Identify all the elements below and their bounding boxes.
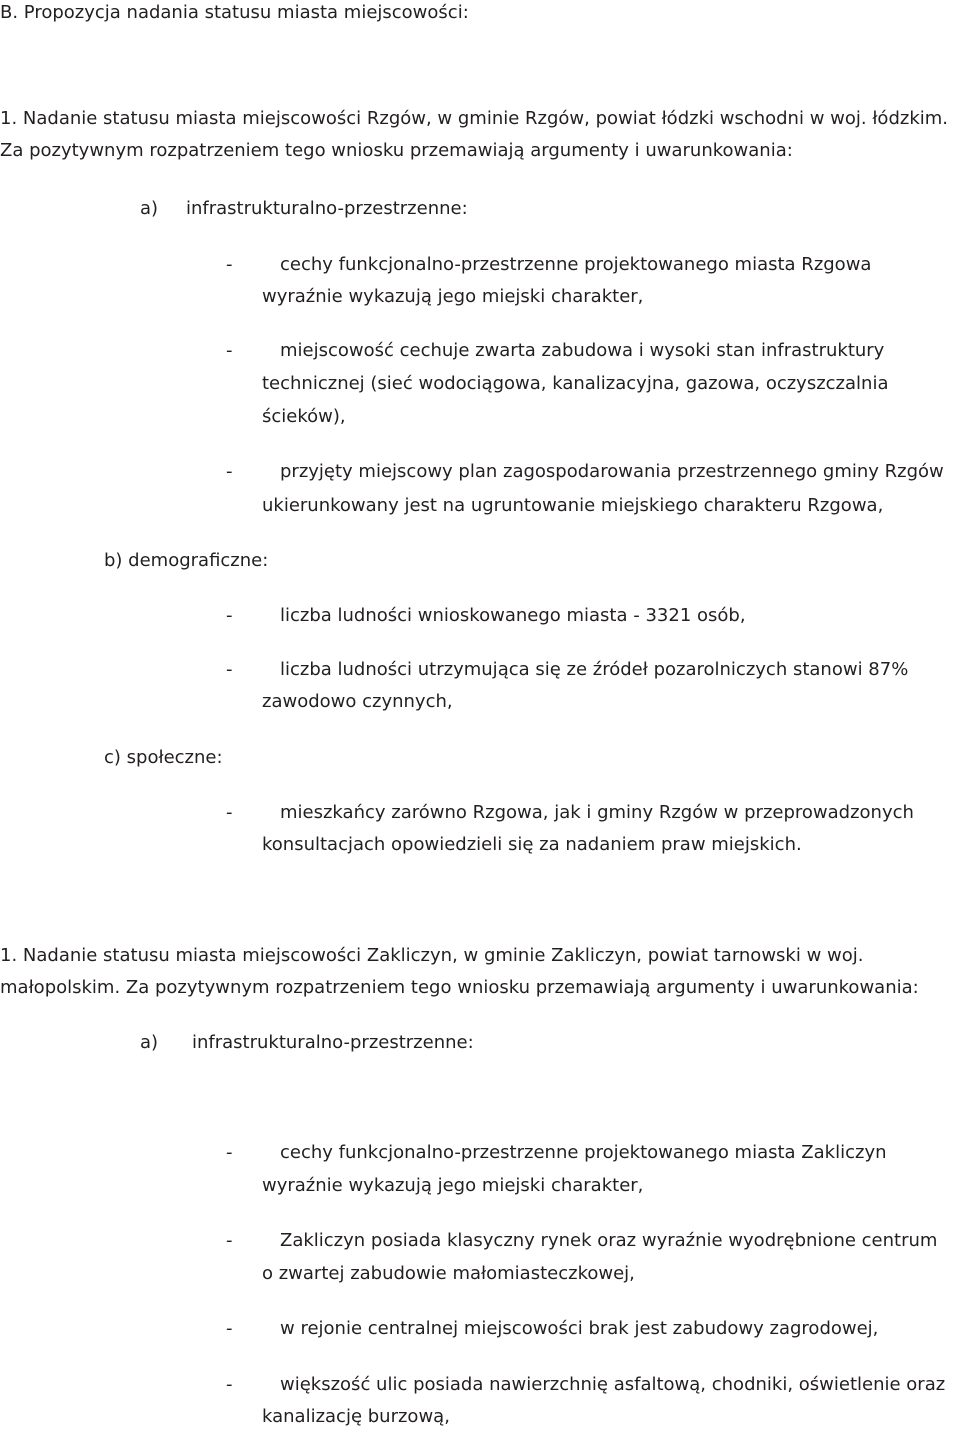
bullet-text: przyjęty miejscowy plan zagospodarowania przestrzennego gminy Rzgów <box>280 461 944 482</box>
bullet-text-continued: kanalizację burzową, <box>262 1406 450 1427</box>
bullet-dash: - <box>226 605 233 626</box>
bullet-dash: - <box>226 1374 233 1395</box>
bullet-text: liczba ludności utrzymująca się ze źródeł pozarolniczych stanowi 87% <box>280 659 909 680</box>
bullet-text: Zakliczyn posiada klasyczny rynek oraz wyraźnie wyodrębnione centrum <box>280 1230 938 1251</box>
bullet-dash: - <box>226 1230 233 1251</box>
bullet-dash: - <box>226 340 233 361</box>
bullet-dash: - <box>226 1318 233 1339</box>
section-1-c-heading: c) społeczne: <box>104 747 223 768</box>
page-heading: B. Propozycja nadania statusu miasta miejscowości: <box>0 2 469 23</box>
bullet-text: większość ulic posiada nawierzchnię asfaltową, chodniki, oświetlenie oraz <box>280 1374 946 1395</box>
section-2-a-label: a) <box>140 1032 159 1053</box>
bullet-text: mieszkańcy zarówno Rzgowa, jak i gminy Rzgów w przeprowadzonych <box>280 802 914 823</box>
section-1-title-line-1: 1. Nadanie statusu miasta miejscowości Rzgów, w gminie Rzgów, powiat łódzki wschodni w woj. łódzkim. <box>0 108 948 129</box>
section-1-title-line-2: Za pozytywnym rozpatrzeniem tego wniosku przemawiają argumenty i uwarunkowania: <box>0 140 793 161</box>
bullet-text-continued: o zwartej zabudowie małomiasteczkowej, <box>262 1263 635 1284</box>
bullet-text-continued: wyraźnie wykazują jego miejski charakter, <box>262 286 644 307</box>
bullet-text-continued: zawodowo czynnych, <box>262 691 453 712</box>
bullet-text-continued: konsultacjach opowiedzieli się za nadaniem praw miejskich. <box>262 834 802 855</box>
section-1-b-heading: b) demograficzne: <box>104 550 269 571</box>
bullet-text: cechy funkcjonalno-przestrzenne projektowanego miasta Rzgowa <box>280 254 872 275</box>
bullet-text: w rejonie centralnej miejscowości brak jest zabudowy zagrodowej, <box>280 1318 879 1339</box>
bullet-text: cechy funkcjonalno-przestrzenne projektowanego miasta Zakliczyn <box>280 1142 887 1163</box>
bullet-text: miejscowość cechuje zwarta zabudowa i wysoki stan infrastruktury <box>280 340 885 361</box>
section-2-title-line-2: małopolskim. Za pozytywnym rozpatrzeniem tego wniosku przemawiają argumenty i uwarunkowania: <box>0 977 919 998</box>
bullet-text-continued: ścieków), <box>262 406 346 427</box>
bullet-dash: - <box>226 254 233 275</box>
bullet-dash: - <box>226 1142 233 1163</box>
bullet-dash: - <box>226 659 233 680</box>
section-2-a-heading: infrastrukturalno-przestrzenne: <box>192 1032 474 1053</box>
section-2-title-line-1: 1. Nadanie statusu miasta miejscowości Zakliczyn, w gminie Zakliczyn, powiat tarnowski w woj. <box>0 945 864 966</box>
bullet-dash: - <box>226 802 233 823</box>
section-1-a-label: a) <box>140 198 159 219</box>
bullet-dash: - <box>226 461 233 482</box>
section-1-a-heading: infrastrukturalno-przestrzenne: <box>186 198 468 219</box>
bullet-text-continued: wyraźnie wykazują jego miejski charakter, <box>262 1175 644 1196</box>
bullet-text-continued: ukierunkowany jest na ugruntowanie miejskiego charakteru Rzgowa, <box>262 495 884 516</box>
bullet-text: liczba ludności wnioskowanego miasta - 3321 osób, <box>280 605 746 626</box>
bullet-text-continued: technicznej (sieć wodociągowa, kanalizacyjna, gazowa, oczyszczalnia <box>262 373 889 394</box>
